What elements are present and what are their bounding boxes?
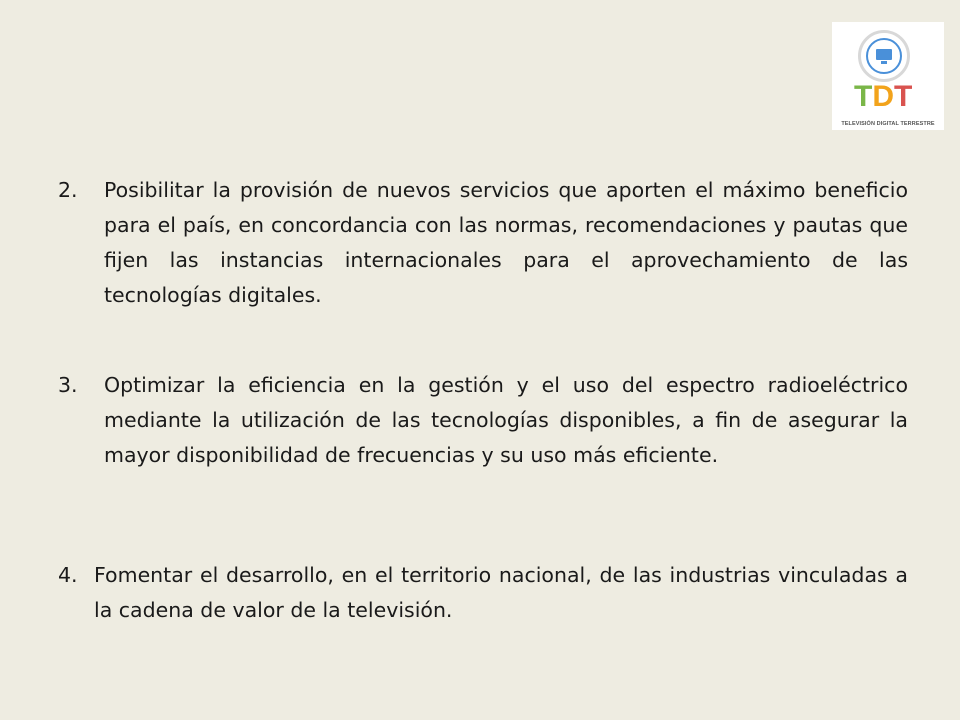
- tv-screen-icon: [866, 38, 902, 74]
- list-item: [58, 368, 908, 473]
- logo-letter-t2: T: [894, 80, 913, 113]
- logo-letter-d: D: [872, 80, 894, 113]
- logo-letters: [854, 82, 912, 112]
- list-item: [58, 558, 908, 628]
- item-text: Fomentar el desarrollo, en el territorio nacional, de las industrias vinculadas a la cadena de valor de la televisión.: [94, 563, 908, 622]
- logo-ring: [858, 30, 910, 82]
- logo-letter-t1: T: [854, 80, 873, 113]
- list-item: [58, 173, 908, 313]
- item-number: 2.: [58, 178, 78, 202]
- item-number: 3.: [58, 373, 78, 397]
- logo-caption: TELEVISIÓN DIGITAL TERRESTRE: [841, 121, 935, 127]
- tdt-logo: [832, 22, 944, 130]
- item-number: 4.: [58, 563, 78, 587]
- item-text: Posibilitar la provisión de nuevos servicios que aporten el máximo beneficio para el país, en concordancia con las normas, recomendaciones y pautas que fijen las instancias internacionales para el aprovechamiento de las tecnologías digitales.: [104, 178, 908, 307]
- item-text: Optimizar la eficiencia en la gestión y el uso del espectro radioeléctrico mediante la utilización de las tecnologías disponibles, a fin de asegurar la mayor disponibilidad de frecuencias y su uso más eficiente.: [104, 373, 908, 467]
